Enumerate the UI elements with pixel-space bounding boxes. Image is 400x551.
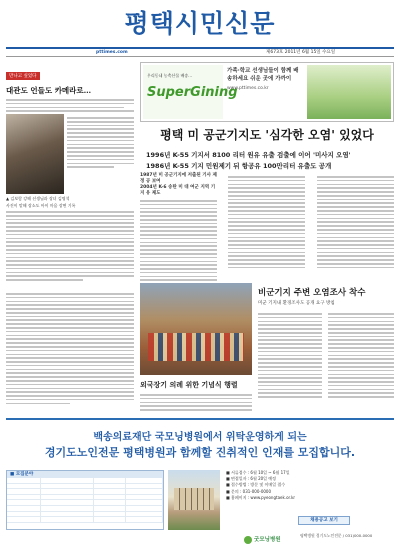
interview-photo <box>6 114 64 194</box>
site-url[interactable]: pttimes.com <box>96 50 128 55</box>
main-subheadline-2: 1986년 K-55 기지 민원제기 뒤 항공유 100만리터 유출도 공개 <box>146 162 332 170</box>
info-item: ■ 면접일자 : 6월 20일 예정 <box>226 476 277 482</box>
ad-image <box>307 65 391 119</box>
table-row <box>7 517 163 523</box>
main-article-body <box>140 173 394 281</box>
ad-tagline: 우리동네 농축산물 배송… <box>147 73 193 78</box>
recruitment-banner[interactable] <box>6 418 394 468</box>
section-tag: 만나고 싶었다 <box>6 72 40 80</box>
top-advertisement[interactable] <box>140 62 394 122</box>
apply-button[interactable]: 채용공고 보기 <box>298 516 350 525</box>
logo-icon <box>244 536 252 544</box>
interview-body-2 <box>67 117 134 194</box>
photo-story-body <box>140 391 252 415</box>
banner-line-2: 경기도노인전문 평택병원과 함께할 진취적인 인재를 모집합니다. <box>44 446 356 459</box>
ad-brand-panel <box>143 65 238 119</box>
left-lower-article <box>6 290 134 412</box>
event-photo <box>140 283 252 375</box>
ad-headline: 가족·학교 선생님들이 함께 배송하세요 쉬운 곳에 가까이 <box>227 68 299 82</box>
footer-contact: 평택병원 경기도노인전문 / 031)000-0000 <box>300 533 373 538</box>
masthead <box>0 0 400 46</box>
info-item[interactable]: ■ 홈페이지 : www.pyeongtaek.or.kr <box>226 494 296 500</box>
story2-subheadline: 미군 기지내 환경조사도 공개 요구 방침 <box>258 301 335 306</box>
interview-headline: 대관도 언들도 카메라로… <box>6 86 92 95</box>
main-subheadline-1: 1996년 K-55 기지서 8100 리터 원유 유출 검출에 이어 '미사지 오염' <box>146 151 351 159</box>
photo-story-headline[interactable]: 외국장기 의례 위한 기념식 행렬 <box>140 380 238 389</box>
ad-url[interactable]: www.pttimes.co.kr <box>227 86 269 91</box>
hospital-logo <box>244 535 281 544</box>
info-item: ■ 서류접수 : 6월 10일 ~ 6월 17일 <box>226 470 290 475</box>
info-item: ■ 문의 : 031-000-0000 <box>226 488 272 494</box>
story2-body <box>258 310 394 414</box>
edition-bar <box>6 47 394 57</box>
photo-caption: ▲ 김보람 강해 선생님과 장녀 김명석 <box>6 196 70 202</box>
main-headline[interactable]: 평택 미 공군기지도 '심각한 오염' 있었다 <box>160 128 374 142</box>
ad-brand-logo: SuperGining <box>147 85 238 100</box>
interview-body-3 <box>6 211 134 281</box>
info-item: ■ 접수방법 : 방문 및 이메일 접수 <box>226 482 286 488</box>
job-table-header: ■ 모집분야 <box>7 471 163 478</box>
newspaper-title: 평택시민신문 <box>124 9 276 38</box>
story2-headline[interactable]: 비군기지 주변 오염조사 착수 <box>258 288 366 298</box>
banner-line-1: 백송의료재단 국모닝병원에서 위탁운영하게 되는 <box>93 432 307 443</box>
ad-text <box>227 67 303 117</box>
hospital-building-photo <box>168 470 220 530</box>
logo-text: 굿모닝병원 <box>254 537 281 543</box>
article-kicker-2: 2004년 K-6 송탄 미 대 여군 지역 기지 유 제도 <box>140 185 216 196</box>
interview-column <box>6 62 134 287</box>
article-kicker: 1987년 미 공군기지에 저출된 기사 제정 공 보여 <box>140 173 217 184</box>
photo-caption-2: 사진이 말해 장소도 아이 마음 장면 기록 <box>6 203 76 209</box>
interview-body <box>6 99 134 112</box>
job-table <box>6 470 164 530</box>
edition-date: 제673호 2011년 6월 15일 수요일 <box>266 50 336 55</box>
